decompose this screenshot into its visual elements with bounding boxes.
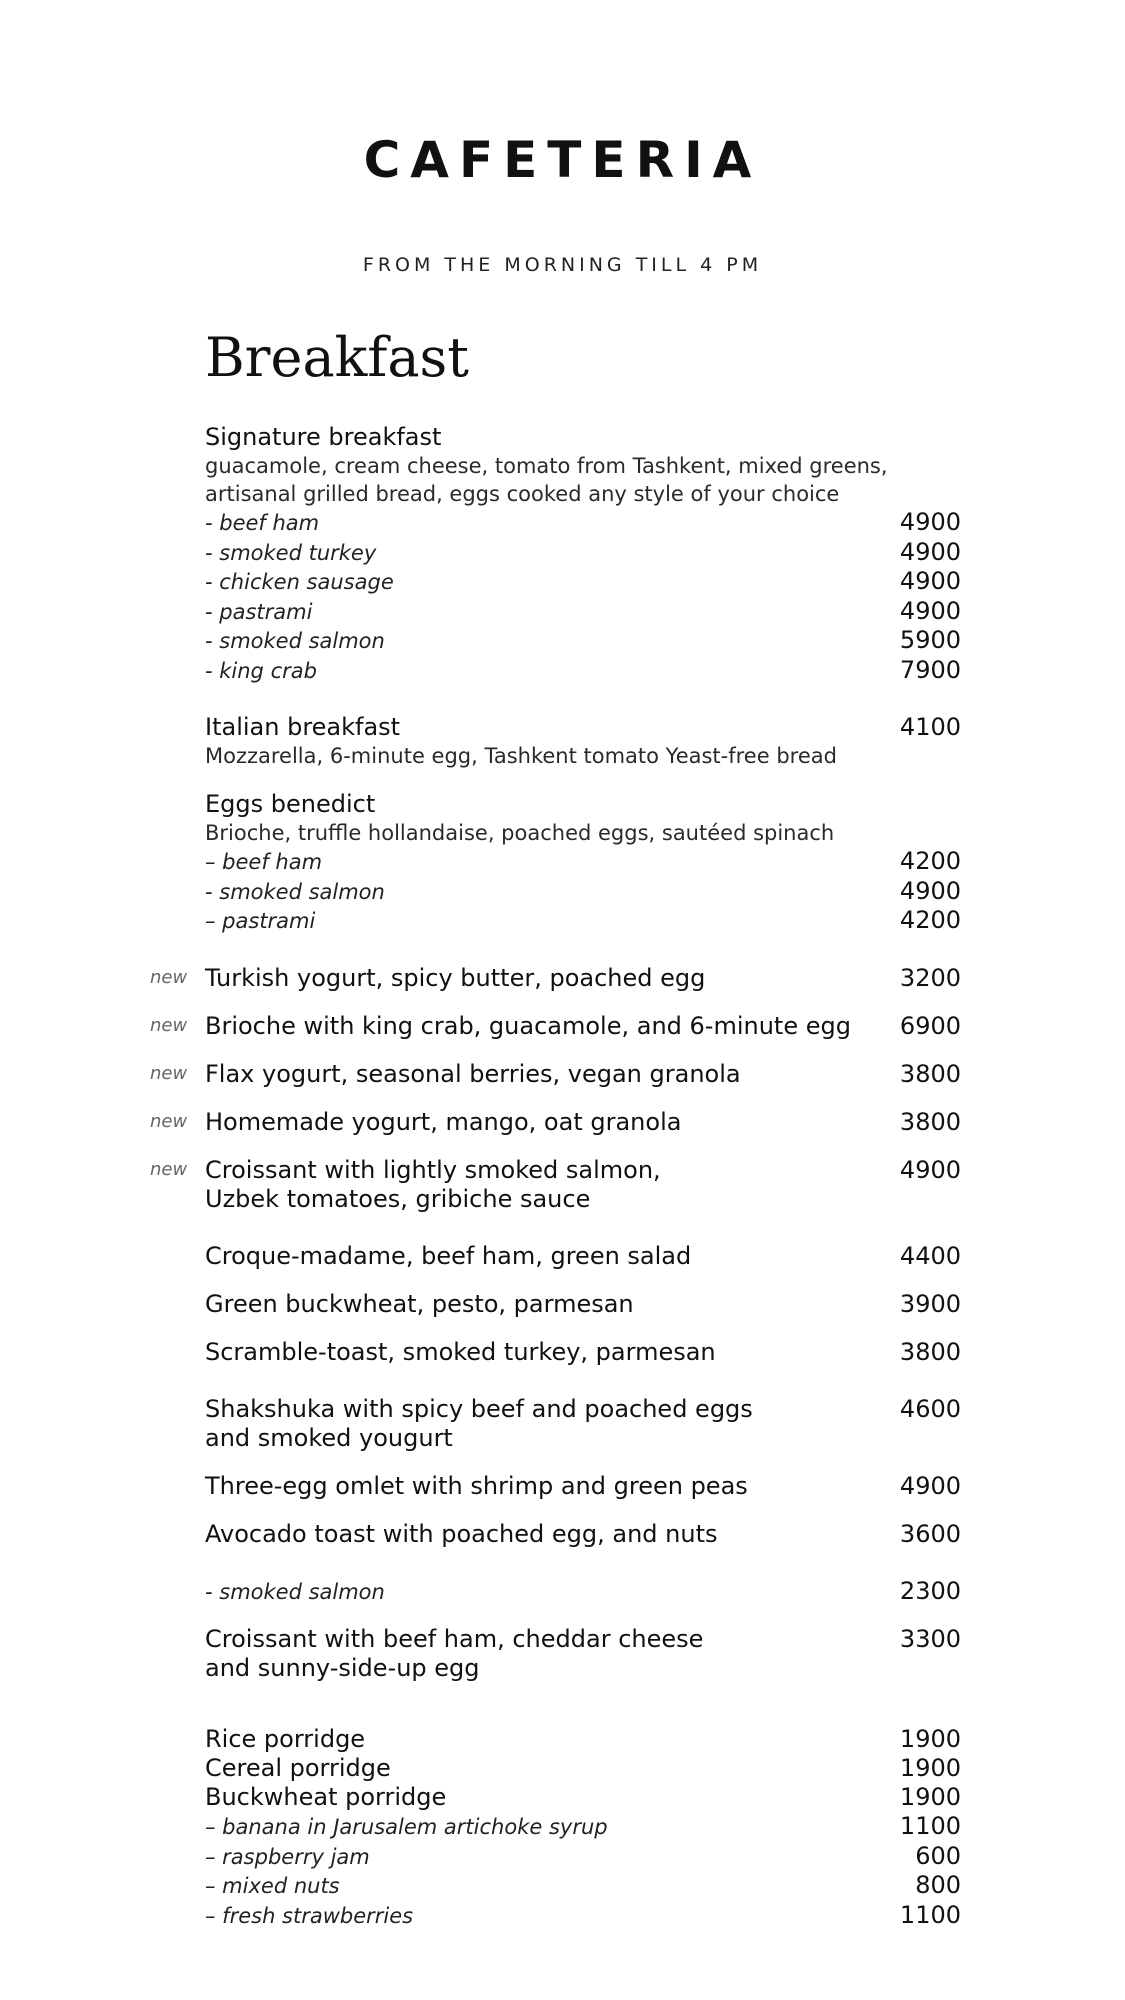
menu-item (205, 1290, 961, 1319)
variant-row (205, 877, 961, 907)
variant-price: 4900 (899, 537, 961, 566)
item-row (205, 1290, 961, 1319)
item-price: 4900 (899, 1155, 961, 1184)
variant-row (205, 906, 961, 936)
item-row (205, 713, 961, 742)
variant-price: 5900 (899, 626, 961, 654)
menu-item (205, 1242, 961, 1271)
item-price: 3200 (899, 963, 961, 992)
item-name: Rice porridge (205, 1725, 366, 1753)
variant-label: - smoked salmon (205, 1579, 385, 1604)
new-badge: new (150, 966, 188, 988)
variant-row (205, 567, 961, 597)
variant-label: - smoked turkey (205, 540, 377, 565)
menu-item-new (150, 963, 961, 993)
item-name: Croissant with beef ham, cheddar cheese (205, 1625, 704, 1653)
brand-title: CAFETERIA (363, 131, 762, 189)
new-badge: new (150, 1014, 188, 1036)
item-name: Eggs benedict (205, 790, 376, 818)
item-row (205, 1783, 961, 1812)
item-name: Italian breakfast (205, 713, 401, 741)
item-row (205, 1395, 961, 1424)
item-price: 4600 (899, 1394, 961, 1423)
variant-row (205, 1842, 961, 1872)
item-row (205, 1625, 961, 1654)
variant-row (205, 538, 961, 568)
item-price: 3800 (899, 1059, 961, 1088)
item-row (205, 1338, 961, 1367)
variant-price: 4900 (899, 876, 961, 905)
item-name: Cereal porridge (205, 1754, 391, 1782)
variant-row (205, 1577, 961, 1607)
variant-label: - beef ham (205, 511, 320, 535)
variant-label: - chicken sausage (205, 570, 394, 594)
variant-label: - smoked salmon (205, 629, 385, 653)
item-name: Croissant with lightly smoked salmon, (205, 1155, 661, 1184)
item-row (205, 1060, 961, 1089)
variant-row (205, 1812, 961, 1842)
variant-row (205, 656, 961, 686)
variant-label: - king crab (205, 658, 317, 683)
variant-label: - pastrami (205, 599, 313, 624)
section-title: Breakfast (205, 326, 469, 389)
menu-item-new (150, 1011, 961, 1041)
menu-item-addon (205, 1577, 961, 1607)
variant-price: 1100 (899, 1812, 961, 1840)
variant-label: – mixed nuts (205, 1874, 340, 1898)
menu-item-new (150, 1155, 961, 1214)
item-row (205, 1754, 961, 1783)
item-name: Flax yogurt, seasonal berries, vegan granola (205, 1059, 741, 1088)
menu-item (205, 1395, 961, 1453)
menu-item-croissant-ham (205, 1625, 961, 1683)
variant-price: 800 (915, 1871, 961, 1899)
item-row (205, 1156, 961, 1185)
item-row (205, 1725, 961, 1754)
item-name: Shakshuka with spicy beef and poached eggs (205, 1394, 753, 1423)
item-row (205, 1012, 961, 1041)
menu-item (205, 1338, 961, 1367)
new-badge: new (150, 1158, 188, 1180)
item-price: 1900 (899, 1754, 961, 1782)
variant-price: 4900 (899, 596, 961, 625)
variant-price: 4900 (899, 508, 961, 536)
menu-item-new (150, 1107, 961, 1137)
item-name: Turkish yogurt, spicy butter, poached egg (205, 963, 706, 992)
menu-item-porridge (205, 1725, 961, 1930)
menu-item (205, 1520, 961, 1549)
variant-price: 2300 (899, 1576, 961, 1605)
variant-label: – raspberry jam (205, 1844, 370, 1869)
item-description: Brioche, truffle hollandaise, poached eggs, sautéed spinach (205, 821, 835, 845)
item-name: Three-egg omlet with shrimp and green peas (205, 1471, 748, 1500)
item-price: 3600 (899, 1519, 961, 1548)
item-description: Mozzarella, 6-minute egg, Tashkent tomato Yeast-free bread (205, 744, 837, 768)
variant-row (205, 508, 961, 538)
menu-list (150, 423, 961, 1950)
item-name: Buckwheat porridge (205, 1783, 447, 1811)
item-name-line2: and smoked yougurt (205, 1423, 453, 1452)
item-price: 4400 (899, 1241, 961, 1270)
item-name: Croque-madame, beef ham, green salad (205, 1241, 692, 1270)
menu-item (205, 1472, 961, 1501)
item-row (205, 1242, 961, 1271)
item-price: 3800 (899, 1107, 961, 1136)
variant-price: 7900 (899, 655, 961, 684)
new-badge: new (150, 1062, 188, 1084)
menu-item-italian-breakfast (205, 713, 961, 770)
item-price: 1900 (899, 1725, 961, 1753)
variant-label: – beef ham (205, 850, 323, 874)
item-name: Homemade yogurt, mango, oat granola (205, 1107, 682, 1136)
item-price: 4900 (899, 1471, 961, 1500)
variant-row (205, 597, 961, 627)
item-row (205, 1520, 961, 1549)
variant-label: – pastrami (205, 909, 316, 933)
variant-row (205, 626, 961, 656)
variant-label: - smoked salmon (205, 879, 385, 904)
item-price: 4100 (899, 713, 961, 741)
variant-label: – banana in Jarusalem artichoke syrup (205, 1815, 608, 1839)
item-price: 6900 (899, 1011, 961, 1040)
variant-price: 600 (915, 1841, 961, 1870)
variant-price: 4200 (899, 847, 961, 875)
variant-row (205, 1901, 961, 1931)
variant-row (205, 847, 961, 877)
new-badge: new (150, 1110, 188, 1132)
item-name: Green buckwheat, pesto, parmesan (205, 1289, 634, 1318)
item-price: 3900 (899, 1289, 961, 1318)
item-row (205, 964, 961, 993)
menu-item-signature-breakfast (205, 423, 961, 685)
item-price: 3800 (899, 1337, 961, 1366)
variant-price: 4200 (899, 906, 961, 934)
item-name-line2: and sunny-side-up egg (205, 1654, 480, 1682)
item-row (205, 1108, 961, 1137)
item-price: 3300 (899, 1625, 961, 1653)
item-name: Signature breakfast (205, 423, 442, 451)
menu-item-new (150, 1059, 961, 1089)
item-name-line2: Uzbek tomatoes, gribiche sauce (205, 1184, 591, 1213)
item-price: 1900 (899, 1783, 961, 1811)
item-description: guacamole, cream cheese, tomato from Tashkent, mixed greens, artisanal grilled bread, eggs cooked any style of your choice (205, 454, 888, 506)
item-name: Scramble-toast, smoked turkey, parmesan (205, 1337, 716, 1366)
menu-item-eggs-benedict (205, 790, 961, 936)
item-name: Avocado toast with poached egg, and nuts (205, 1519, 718, 1548)
variant-price: 4900 (899, 567, 961, 595)
item-row (205, 1472, 961, 1501)
variant-label: – fresh strawberries (205, 1903, 414, 1928)
opening-hours: FROM THE MORNING TILL 4 PM (362, 254, 763, 276)
item-name: Brioche with king crab, guacamole, and 6-minute egg (205, 1011, 851, 1040)
variant-price: 1100 (899, 1900, 961, 1929)
variant-row (205, 1871, 961, 1901)
